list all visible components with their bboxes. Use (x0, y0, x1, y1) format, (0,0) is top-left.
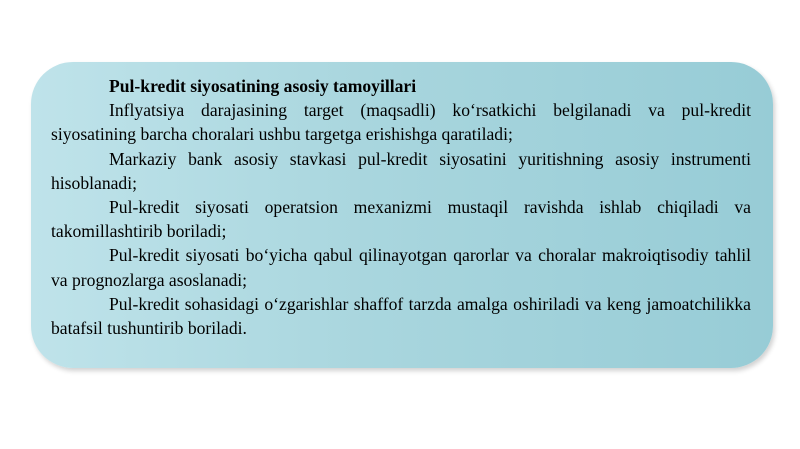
principle-paragraph-3: Pul-kredit siyosati operatsion mexanizmi mustaqil ravishda ishlab chiqiladi va takomillashtirib boriladi; (51, 197, 751, 242)
principle-paragraph-2: Markaziy bank asosiy stavkasi pul-kredit siyosatini yuritishning asosiy instrumenti hisoblanadi; (51, 148, 751, 193)
principle-paragraph-1: Inflyatsiya darajasining target (maqsadli) ko‘rsatkichi belgilanadi va pul-kredit siyosatining barcha choralari ushbu targetga erishishga qaratiladi; (51, 100, 751, 145)
principles-title: Pul-kredit siyosatining asosiy tamoyillari (109, 76, 417, 96)
principle-paragraph-5: Pul-kredit sohasidagi o‘zgarishlar shaffof tarzda amalga oshiriladi va keng jamoatchilikka batafsil tushuntirib boriladi. (51, 293, 751, 339)
principle-paragraph-4: Pul-kredit siyosati bo‘yicha qabul qilinayotgan qarorlar va choralar makroiqtisodiy tahlil va prognozlarga asoslanadi; (51, 245, 751, 290)
principles-text-block (51, 74, 751, 340)
